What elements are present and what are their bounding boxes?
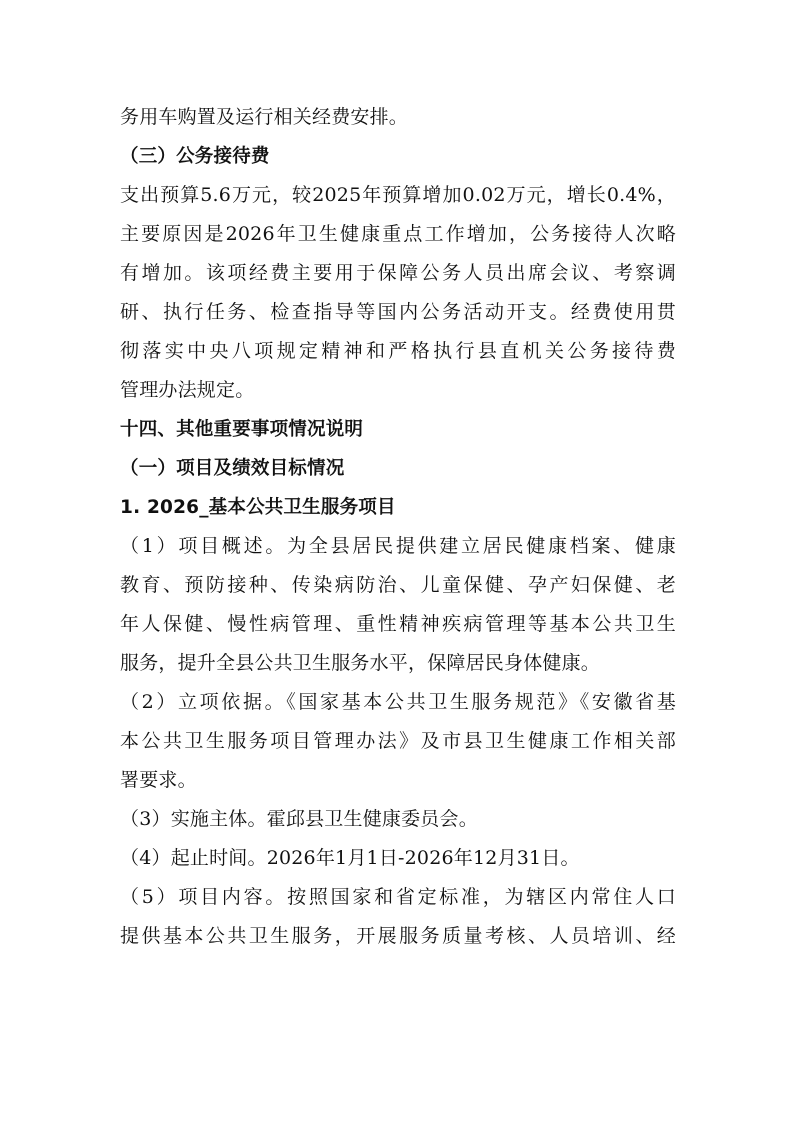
paragraph-line: 彻落实中央八项规定精神和严格执行县直机关公务接待费: [120, 340, 676, 362]
paragraph-line: 教育、预防接种、传染病防治、儿童保健、孕产妇保健、老: [120, 574, 676, 596]
section-heading: （一）项目及绩效目标情况: [120, 458, 345, 479]
paragraph-line: 提供基本公共卫生服务，开展服务质量考核、人员培训、经: [120, 925, 676, 947]
paragraph-line: 支出预算5.6万元，较2025年预算增加0.02万元，增长0.4%，: [120, 184, 676, 206]
paragraph-line: （4）起止时间。2026年1月1日-2026年12月31日。: [120, 847, 580, 869]
paragraph-line: 服务，提升全县公共卫生服务水平，保障居民身体健康。: [120, 652, 601, 674]
paragraph-line: 年人保健、慢性病管理、重性精神疾病管理等基本公共卫生: [120, 613, 676, 635]
paragraph-line: 主要原因是2026年卫生健康重点工作增加，公务接待人次略: [120, 223, 676, 245]
paragraph-line: 研、执行任务、检查指导等国内公务活动开支。经费使用贯: [120, 301, 676, 323]
paragraph-line: （1）项目概述。为全县居民提供建立居民健康档案、健康: [120, 535, 676, 557]
paragraph-line: 有增加。该项经费主要用于保障公务人员出席会议、考察调: [120, 262, 676, 284]
chapter-heading: 十四、其他重要事项情况说明: [120, 419, 364, 440]
subsection-heading: 1. 2026_基本公共卫生服务项目: [120, 497, 396, 518]
paragraph-line: 务用车购置及运行相关经费安排。: [120, 106, 409, 128]
paragraph-line: （3）实施主体。霍邱县卫生健康委员会。: [120, 808, 478, 830]
paragraph-line: 署要求。: [120, 769, 197, 791]
paragraph-line: 本公共卫生服务项目管理办法》及市县卫生健康工作相关部: [120, 730, 676, 752]
paragraph-line: （2）立项依据。《国家基本公共卫生服务规范》《安徽省基: [120, 691, 676, 713]
document-page: [120, 98, 676, 956]
paragraph-line: （5）项目内容。按照国家和省定标准，为辖区内常住人口: [120, 886, 676, 908]
paragraph-line: 管理办法规定。: [120, 379, 255, 401]
section-heading: （三）公务接待费: [120, 146, 270, 167]
